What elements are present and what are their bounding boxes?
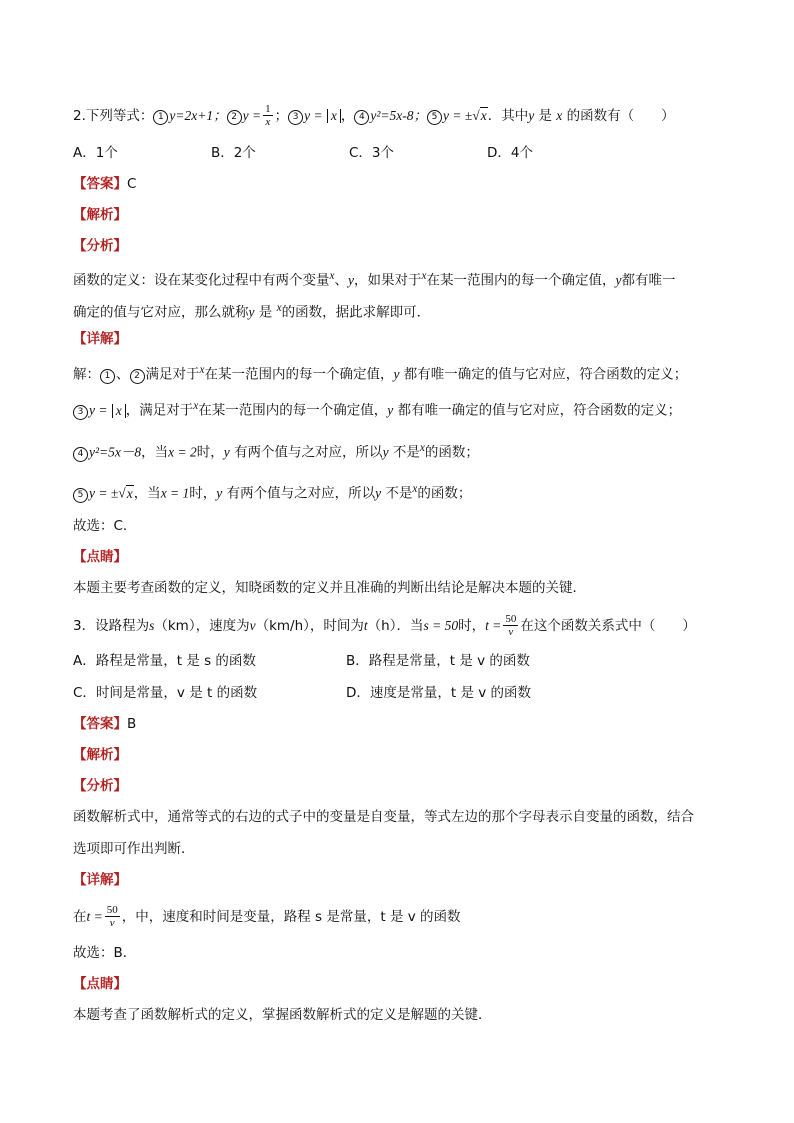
fraction-1-over-x: $\frac{1}{x}$ [265,103,271,128]
q2-stem: 2.下列等式： 1 y=2x+1； 2 y = $\frac{1}{x}$ ； 3 y = x ， 4 y²=5x-8； 5 y = ±√x．其中y 是 x 的函数有（ ） [73,103,675,128]
circled-4-icon: 4 [73,447,88,462]
circled-2-icon: 2 [130,369,145,384]
q2-answer: 【答案】C [73,176,137,192]
square-root: √x [472,108,487,123]
q3-fenxi-label: 【分析】 [73,778,127,794]
q2-fenxi-label: 【分析】 [73,238,127,254]
q3-answer: 【答案】B [73,716,137,732]
q2-choose: 故选：C． [73,518,137,534]
q3-fenxi-line2: 选项即可作出判断． [73,841,195,857]
q2-detail-3: 4 y²=5x－8，当x = 2时，y 有两个值与之对应，所以y 不是$^x$的函数； [73,438,479,463]
q2-option-d: D．4个 [487,145,533,161]
q3-option-b: B．路程是常量，t 是 v 的函数 [346,653,530,669]
q3-stem: 3．设路程为s（km），速度为v（km/h），时间为t（h）．当s = 50时，t = $\frac{50}{v}$ 在这个函数关系式中（ ） [73,613,696,638]
q2-option-c: C．3个 [349,145,395,161]
circled-5-icon: 5 [427,110,442,125]
q2-dianjing-label: 【点睛】 [73,549,127,565]
fraction-50-over-v: $\frac{50}{v}$ [505,613,517,638]
q3-dianjing: 本题考查了函数解析式的定义，掌握函数解析式的定义是解题的关键． [73,1007,492,1023]
circled-1-icon: 1 [100,369,115,384]
q3-fenxi-line1: 函数解析式中，通常等式的右边的式子中的变量是自变量，等式左边的那个字母表示自变量的函数，结合 [73,809,694,825]
q2-detail-4: 5 y = ±√x，当x = 1时，y 有两个值与之对应，所以y 不是$^x$的函数； [73,479,471,504]
circled-3-icon: 3 [288,110,303,125]
q3-analysis-label: 【解析】 [73,747,127,763]
fraction-50-over-v: $\frac{50}{v}$ [106,904,118,929]
q2-analysis-label: 【解析】 [73,207,127,223]
circled-1-icon: 1 [153,110,168,125]
q3-dianjing-label: 【点睛】 [73,976,127,992]
q3-detail: 在t = $\frac{50}{v}$ ，中，速度和时间是变量，路程 s 是常量，t 是 v 的函数 [73,904,461,929]
circled-2-icon: 2 [227,110,242,125]
q2-option-b: B．2个 [211,145,256,161]
q2-option-a: A．1个 [73,145,118,161]
absolute-value: x [327,109,341,123]
circled-5-icon: 5 [73,488,88,503]
q2-dianjing: 本题主要考查函数的定义，知晓函数的定义并且准确的判断出结论是解决本题的关键． [73,580,586,596]
q3-choose: 故选：B． [73,945,137,961]
q3-option-d: D．速度是常量，t 是 v 的函数 [346,685,532,701]
q2-detail-1: 解： 1 、 2 满足对于$^x$在某一范围内的每一个确定值，y 都有唯一确定的值与它对应，符合函数的定义； [73,364,688,383]
q2-fenxi-line2: 确定的值与它对应，那么就称y 是 $^x$的函数，据此求解即可． [73,302,431,321]
q3-xiangjie-label: 【详解】 [73,872,127,888]
q3-option-a: A．路程是常量，t 是 s 的函数 [73,653,256,669]
circled-3-icon: 3 [73,405,88,420]
circled-4-icon: 4 [354,110,369,125]
q3-option-c: C．时间是常量，v 是 t 的函数 [73,685,258,701]
q2-detail-2: 3 y = x ，满足对于$^x$在某一范围内的每一个确定值，y 都有唯一确定的值与它对应，符合函数的定义； [73,396,681,421]
q2-xiangjie-label: 【详解】 [73,331,127,347]
q2-fenxi-line1: 函数的定义：设在某变化过程中有两个变量$^x$、y，如果对于$^x$在某一范围内的每一个确定值，y都有唯一 [73,270,676,289]
